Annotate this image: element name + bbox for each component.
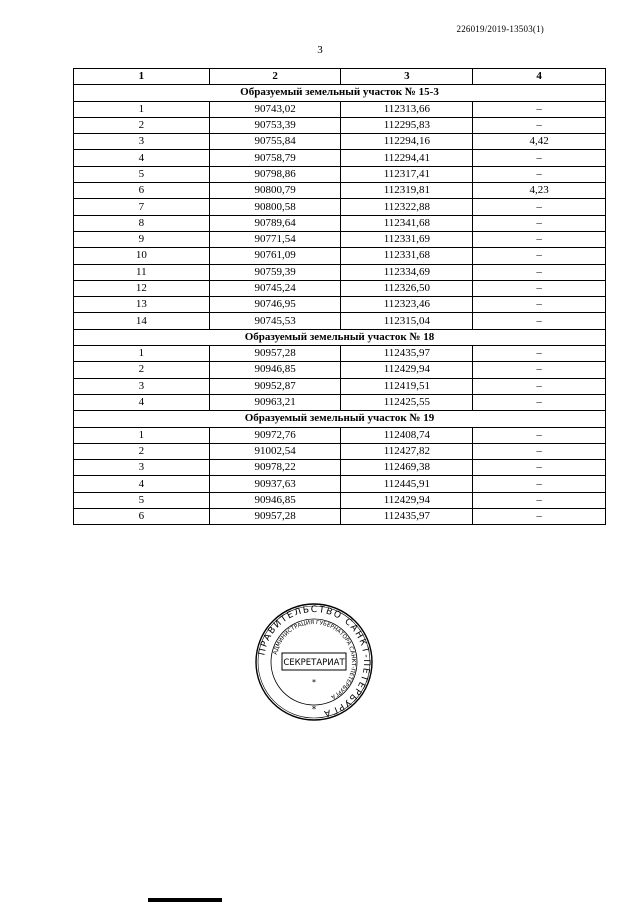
table-row	[74, 313, 606, 329]
table-row	[74, 509, 606, 525]
y-coordinate-cell: 112341,68	[341, 215, 473, 231]
x-coordinate-cell: 90800,79	[209, 183, 341, 199]
distance-cell: –	[473, 378, 606, 394]
y-coordinate-cell: 112315,04	[341, 313, 473, 329]
page-number: 3	[317, 44, 323, 56]
table-row	[74, 280, 606, 296]
x-coordinate-cell: 90789,64	[209, 215, 341, 231]
point-number-cell: 9	[74, 231, 210, 247]
y-coordinate-cell: 112435,97	[341, 509, 473, 525]
x-coordinate-cell: 90758,79	[209, 150, 341, 166]
distance-cell: –	[473, 280, 606, 296]
section-header-row	[74, 329, 606, 345]
distance-cell: –	[473, 492, 606, 508]
table-row	[74, 231, 606, 247]
distance-cell: 4,23	[473, 183, 606, 199]
x-coordinate-cell: 90946,85	[209, 362, 341, 378]
x-coordinate-cell: 90759,39	[209, 264, 341, 280]
point-number-cell: 2	[74, 117, 210, 133]
y-coordinate-cell: 112331,68	[341, 248, 473, 264]
table-row	[74, 378, 606, 394]
distance-cell: –	[473, 427, 606, 443]
distance-cell: –	[473, 248, 606, 264]
point-number-cell: 7	[74, 199, 210, 215]
table-row	[74, 443, 606, 459]
distance-cell: –	[473, 199, 606, 215]
point-number-cell: 6	[74, 509, 210, 525]
point-number-cell: 4	[74, 476, 210, 492]
y-coordinate-cell: 112319,81	[341, 183, 473, 199]
point-number-cell: 4	[74, 394, 210, 410]
table-row	[74, 166, 606, 182]
coordinates-table	[73, 68, 606, 525]
x-coordinate-cell: 90952,87	[209, 378, 341, 394]
table-row	[74, 150, 606, 166]
x-coordinate-cell: 90798,86	[209, 166, 341, 182]
table-row	[74, 362, 606, 378]
point-number-cell: 3	[74, 134, 210, 150]
point-number-cell: 10	[74, 248, 210, 264]
table-row	[74, 134, 606, 150]
point-number-cell: 1	[74, 101, 210, 117]
y-coordinate-cell: 112427,82	[341, 443, 473, 459]
y-coordinate-cell: 112294,41	[341, 150, 473, 166]
table-row	[74, 297, 606, 313]
point-number-cell: 2	[74, 443, 210, 459]
x-coordinate-cell: 90771,54	[209, 231, 341, 247]
point-number-cell: 6	[74, 183, 210, 199]
table-row	[74, 101, 606, 117]
x-coordinate-cell: 90743,02	[209, 101, 341, 117]
point-number-cell: 12	[74, 280, 210, 296]
y-coordinate-cell: 112429,94	[341, 362, 473, 378]
point-number-cell: 3	[74, 460, 210, 476]
distance-cell: –	[473, 231, 606, 247]
distance-cell: –	[473, 509, 606, 525]
y-coordinate-cell: 112435,97	[341, 346, 473, 362]
stamp-outer-text: ПРАВИТЕЛЬСТВО САНКТ-ПЕТЕРБУРГА	[257, 604, 372, 719]
distance-cell: 4,42	[473, 134, 606, 150]
table-row	[74, 183, 606, 199]
stamp-center-text: СЕКРЕТАРИАТ	[283, 658, 345, 668]
point-number-cell: 8	[74, 215, 210, 231]
distance-cell: –	[473, 101, 606, 117]
table-row	[74, 117, 606, 133]
y-coordinate-cell: 112419,51	[341, 378, 473, 394]
y-coordinate-cell: 112445,91	[341, 476, 473, 492]
x-coordinate-cell: 90972,76	[209, 427, 341, 443]
table-body	[74, 85, 606, 525]
point-number-cell: 14	[74, 313, 210, 329]
x-coordinate-cell: 90745,24	[209, 280, 341, 296]
distance-cell: –	[473, 215, 606, 231]
y-coordinate-cell: 112334,69	[341, 264, 473, 280]
y-coordinate-cell: 112322,88	[341, 199, 473, 215]
point-number-cell: 13	[74, 297, 210, 313]
stamp-star-icon: *	[311, 705, 317, 715]
secretariat-stamp	[254, 602, 374, 722]
distance-cell: –	[473, 150, 606, 166]
table-row	[74, 476, 606, 492]
distance-cell: –	[473, 443, 606, 459]
section-header-row	[74, 85, 606, 101]
table-row	[74, 248, 606, 264]
x-coordinate-cell: 90957,28	[209, 346, 341, 362]
stamp-star-icon: *	[312, 678, 316, 687]
distance-cell: –	[473, 166, 606, 182]
table-row	[74, 215, 606, 231]
point-number-cell: 4	[74, 150, 210, 166]
x-coordinate-cell: 90753,39	[209, 117, 341, 133]
table-header-row	[74, 69, 606, 85]
y-coordinate-cell: 112295,83	[341, 117, 473, 133]
point-number-cell: 1	[74, 427, 210, 443]
section-header-row	[74, 411, 606, 427]
y-coordinate-cell: 112429,94	[341, 492, 473, 508]
x-coordinate-cell: 90745,53	[209, 313, 341, 329]
column-header-1: 1	[74, 69, 210, 85]
x-coordinate-cell: 90755,84	[209, 134, 341, 150]
point-number-cell: 5	[74, 166, 210, 182]
x-coordinate-cell: 90937,63	[209, 476, 341, 492]
point-number-cell: 2	[74, 362, 210, 378]
y-coordinate-cell: 112331,69	[341, 231, 473, 247]
distance-cell: –	[473, 394, 606, 410]
distance-cell: –	[473, 346, 606, 362]
bottom-mark	[148, 898, 222, 902]
x-coordinate-cell: 90746,95	[209, 297, 341, 313]
table-row	[74, 346, 606, 362]
distance-cell: –	[473, 476, 606, 492]
stamp-inner-text: АДМИНИСТРАЦИЯ ГУБЕРНАТОРА САНКТ-ПЕТЕРБУРГА	[272, 619, 357, 700]
table-row	[74, 427, 606, 443]
distance-cell: –	[473, 362, 606, 378]
y-coordinate-cell: 112326,50	[341, 280, 473, 296]
x-coordinate-cell: 90800,58	[209, 199, 341, 215]
x-coordinate-cell: 90946,85	[209, 492, 341, 508]
distance-cell: –	[473, 460, 606, 476]
point-number-cell: 5	[74, 492, 210, 508]
y-coordinate-cell: 112313,66	[341, 101, 473, 117]
section-title: Образуемый земельный участок № 18	[74, 329, 606, 345]
section-title: Образуемый земельный участок № 15-3	[74, 85, 606, 101]
y-coordinate-cell: 112317,41	[341, 166, 473, 182]
column-header-4: 4	[473, 69, 606, 85]
distance-cell: –	[473, 313, 606, 329]
table-row	[74, 199, 606, 215]
y-coordinate-cell: 112323,46	[341, 297, 473, 313]
column-header-2: 2	[209, 69, 341, 85]
x-coordinate-cell: 90963,21	[209, 394, 341, 410]
table-row	[74, 264, 606, 280]
x-coordinate-cell: 90957,28	[209, 509, 341, 525]
x-coordinate-cell: 90978,22	[209, 460, 341, 476]
point-number-cell: 11	[74, 264, 210, 280]
distance-cell: –	[473, 117, 606, 133]
table-row	[74, 460, 606, 476]
point-number-cell: 1	[74, 346, 210, 362]
x-coordinate-cell: 91002,54	[209, 443, 341, 459]
x-coordinate-cell: 90761,09	[209, 248, 341, 264]
section-title: Образуемый земельный участок № 19	[74, 411, 606, 427]
y-coordinate-cell: 112408,74	[341, 427, 473, 443]
y-coordinate-cell: 112294,16	[341, 134, 473, 150]
y-coordinate-cell: 112425,55	[341, 394, 473, 410]
column-header-3: 3	[341, 69, 473, 85]
table-row	[74, 394, 606, 410]
distance-cell: –	[473, 264, 606, 280]
table-row	[74, 492, 606, 508]
distance-cell: –	[473, 297, 606, 313]
y-coordinate-cell: 112469,38	[341, 460, 473, 476]
document-number: 226019/2019-13503(1)	[456, 24, 544, 34]
point-number-cell: 3	[74, 378, 210, 394]
